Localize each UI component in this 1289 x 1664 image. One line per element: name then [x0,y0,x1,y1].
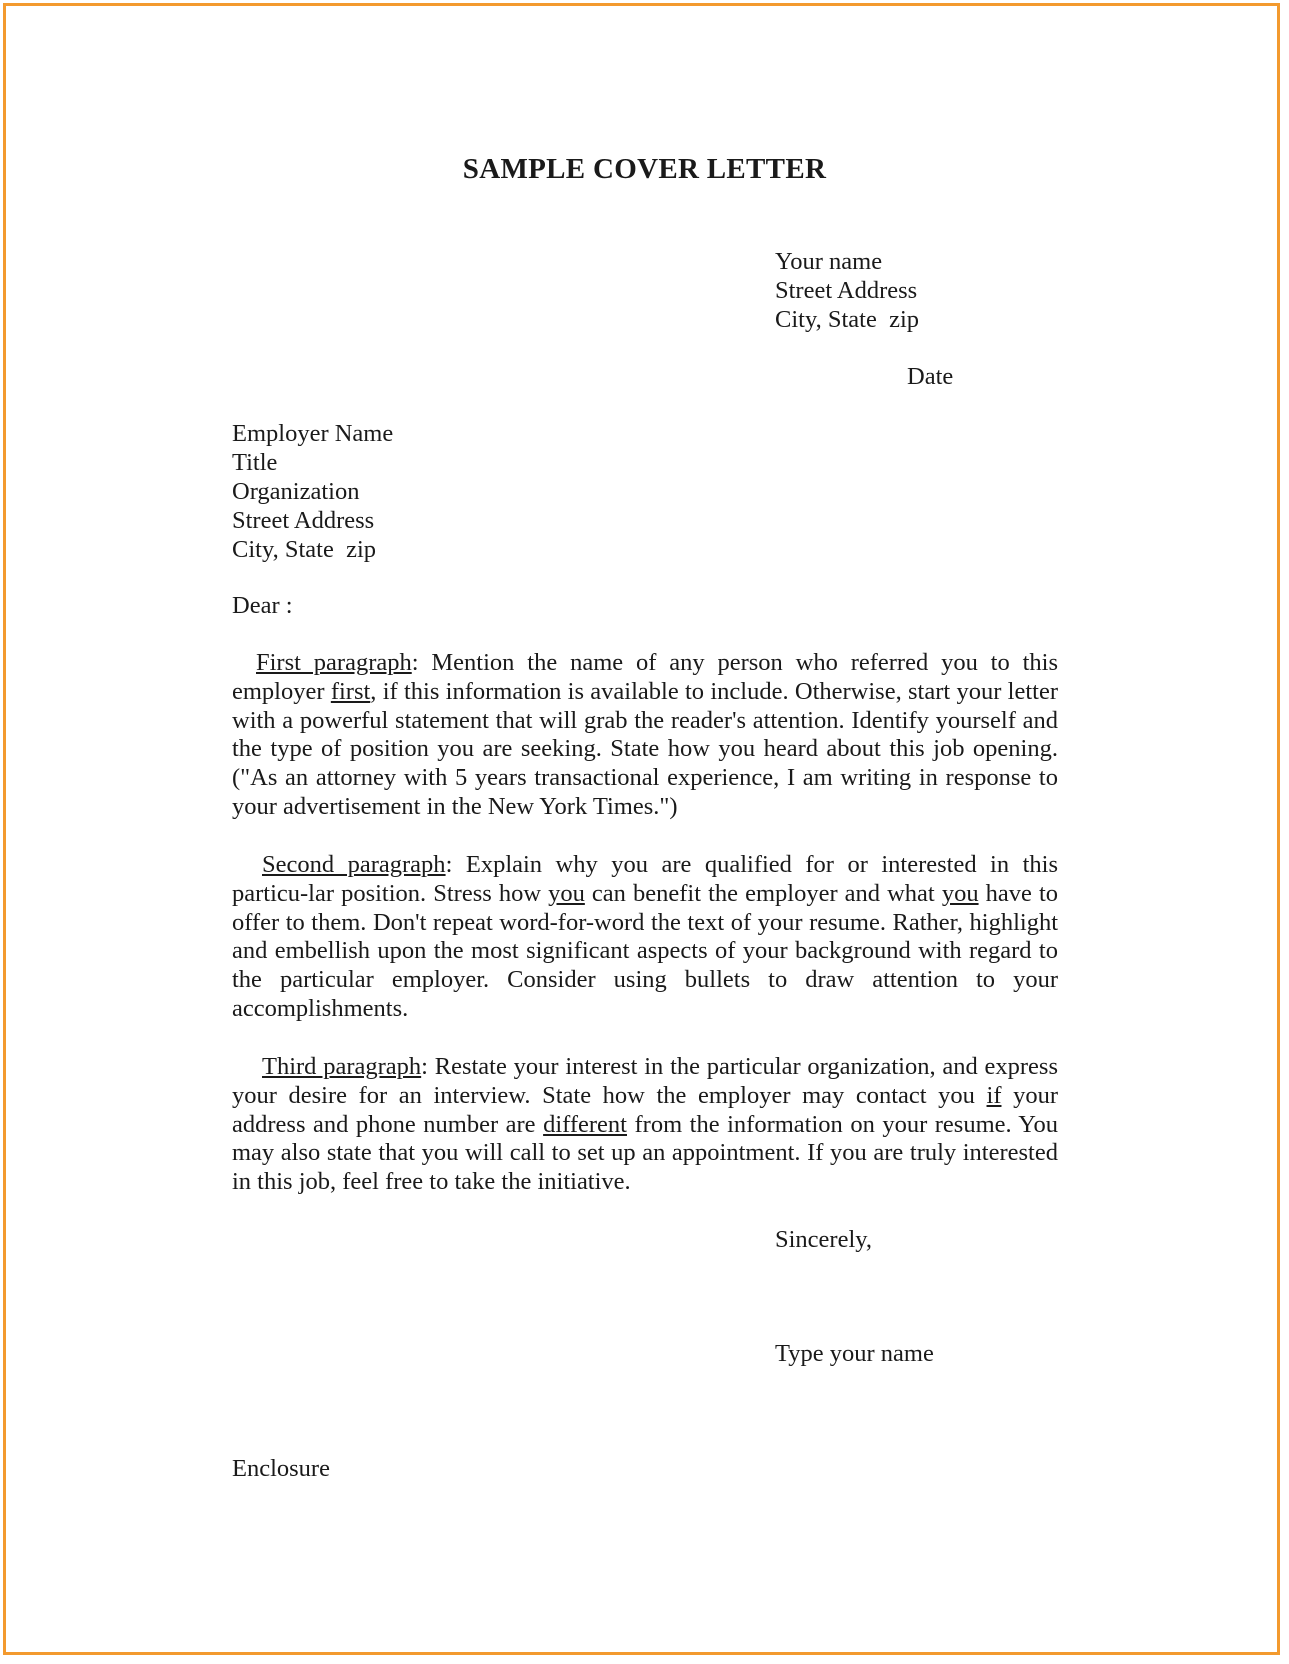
third-paragraph-text-1: : Restate your interest in the particular organization, and express your desire for an interview. State how the employer may contact you [232,1053,1058,1109]
sender-street: Street Address [775,277,918,304]
second-paragraph-underline-1: you [548,879,585,907]
sender-name: Your name [775,248,883,275]
second-paragraph-label: Second paragraph [262,851,446,878]
second-paragraph-text-2: can benefit the employer and what [584,879,942,907]
recipient-street: Street Address [232,507,375,534]
first-paragraph-text-1: : Mention the name of any person who referred you to this employer [232,649,1058,705]
sender-city: City, State zip [775,306,920,333]
third-paragraph-underline-2: different [543,1110,627,1138]
second-paragraph [232,851,1058,1024]
first-paragraph-text-2: , if this information is available to include. Otherwise, start your letter with a powerful statement that will grab the reader's attention. Identify yourself and the type of position you are seeking. State how you heard about this job opening. ("As an attorney with 5 years transactional experience, I am writing in response to your advertisement in the New York Times.") [232,677,1058,820]
salutation: Dear : [232,592,293,619]
sender-address-block [775,247,919,334]
first-paragraph-underline-1: first [330,677,371,705]
second-paragraph-text-3: have to offer to them. Don't repeat word-for-word the text of your resume. Rather, highlight and embellish upon the most significant aspects of your background with regard to the particular employer. Consider using bullets to draw attention to your accomplishments. [232,879,1059,1022]
recipient-title: Title [232,449,278,476]
third-paragraph-text-3: from the information on your resume. You may also state that you will call to set up an appointment. If you are truly interested in this job, feel free to take the initiative. [232,1110,1058,1196]
recipient-name: Employer Name [232,420,394,447]
second-paragraph-underline-2: you [941,879,979,907]
third-paragraph-underline-1: if [986,1081,1002,1109]
letter-page [3,3,1280,1655]
closing: Sincerely, [775,1226,873,1253]
recipient-address-block [232,419,393,564]
recipient-city: City, State zip [232,536,377,563]
second-paragraph-text-1: : Explain why you are qualified for or interested in this particu-lar position. Stress how [232,851,1058,907]
first-paragraph-label: First paragraph [256,649,412,676]
typed-name: Type your name [775,1340,934,1367]
recipient-organization: Organization [232,478,360,505]
third-paragraph [232,1053,1058,1197]
letter-date: Date [907,363,954,390]
third-paragraph-label: Third paragraph [262,1053,422,1080]
enclosure-note: Enclosure [232,1455,330,1482]
first-paragraph [232,649,1058,822]
signature-space [775,1262,1075,1322]
third-paragraph-text-2: your address and phone number are [232,1081,1058,1138]
document-title: SAMPLE COVER LETTER [462,153,827,185]
